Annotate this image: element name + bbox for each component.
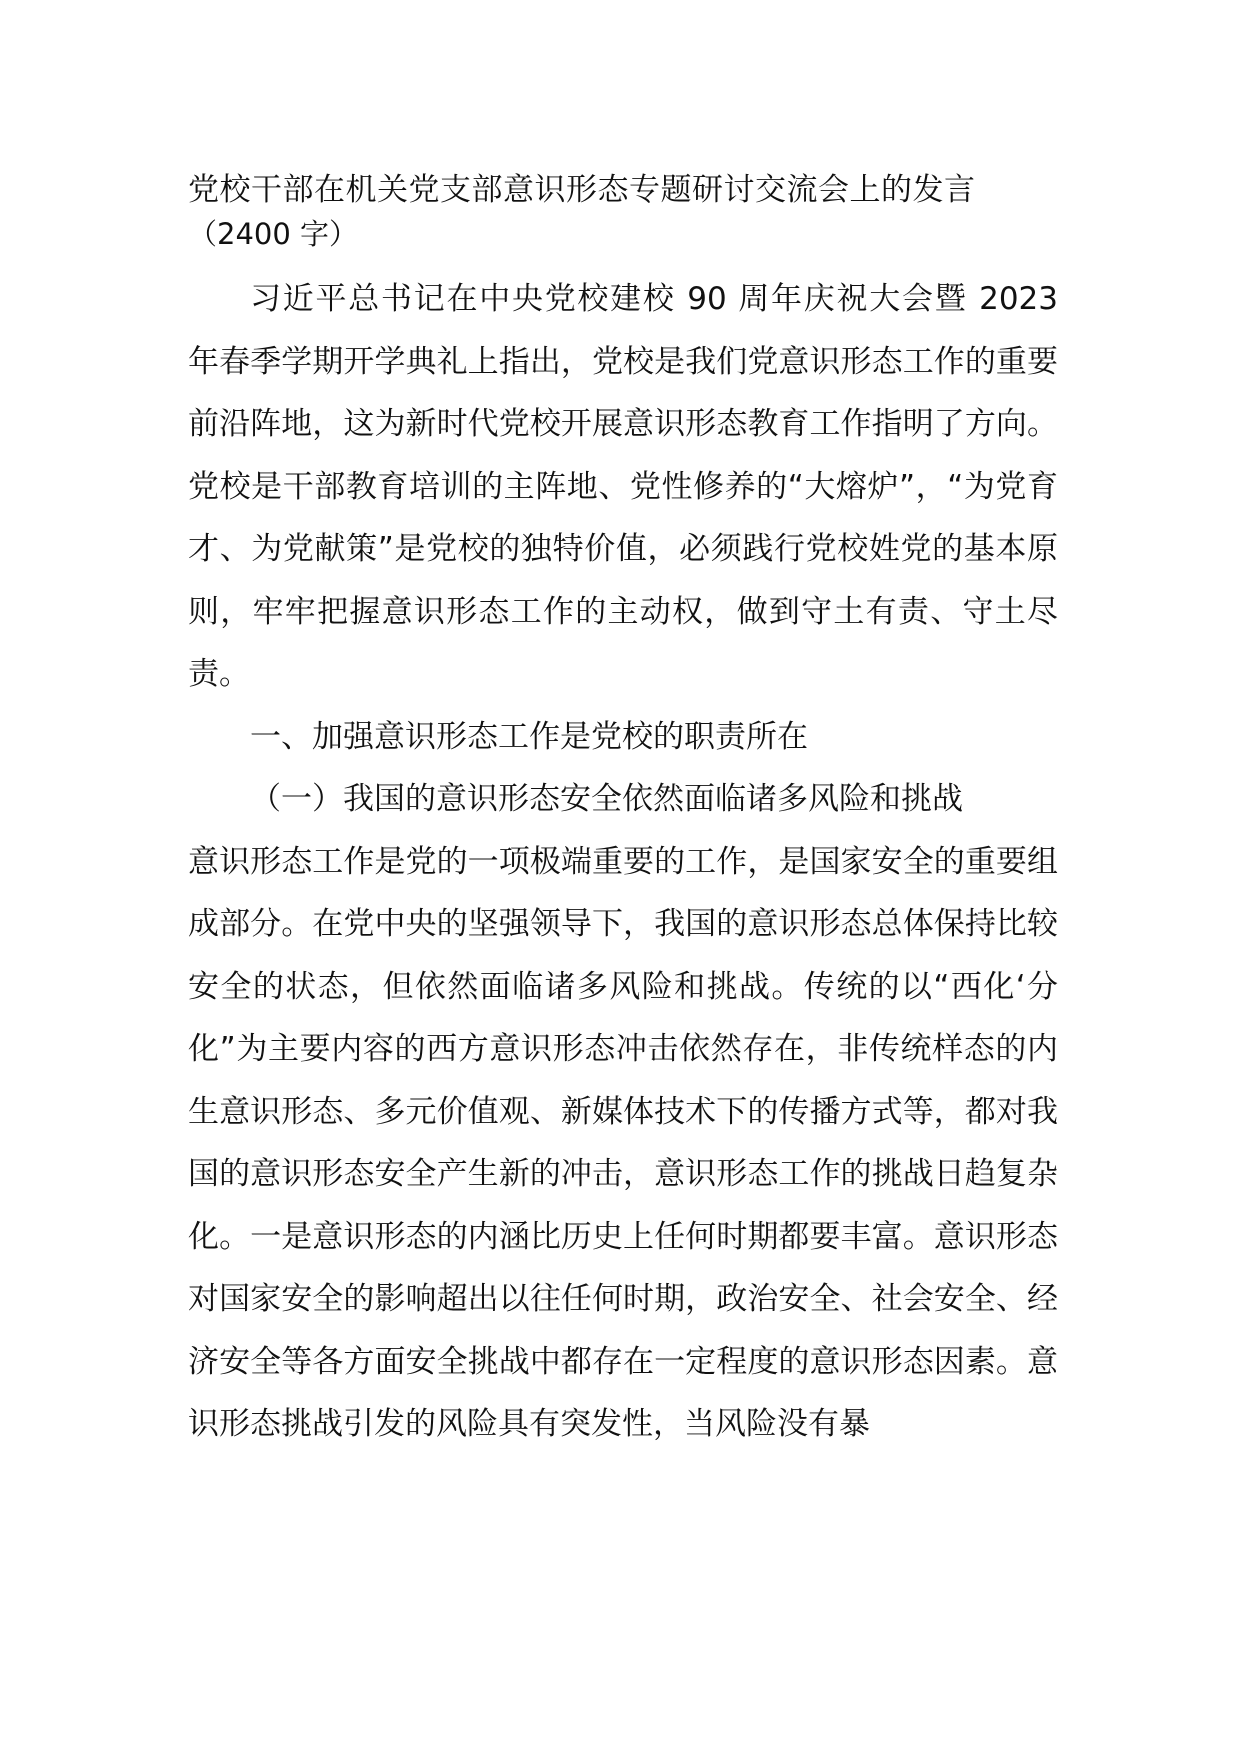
section-heading: 一、加强意识形态工作是党校的职责所在 bbox=[250, 718, 808, 755]
subsection-paragraph: 意识形态工作是党的一项极端重要的工作，是国家安全的重要组成部分。在党中央的坚强领导下，我国的意识形态总体保持比较安全的状态，但依然面临诸多风险和挑战。传统的以“西化‘分化”为主要内容的西方意识形态冲击依然存在，非传统样态的内生意识形态、多元价值观、新媒体技术下的传播方式等，都对我国的意识形态安全产生新的冲击，意识形态工作的挑战日趋复杂化。一是意识形态的内涵比历史上任何时期都要丰富。意识形态对国家安全的影响超出以往任何时期，政治安全、社会安全、经济安全等各方面安全挑战中都存在一定程度的意识形态因素。意识形态挑战引发的风险具有突发性，当风险没有暴 bbox=[188, 843, 1058, 1442]
intro-paragraph: 习近平总书记在中央党校建校 90 周年庆祝大会暨 2023 年春季学期开学典礼上指出，党校是我们党意识形态工作的重要前沿阵地，这为新时代党校开展意识形态教育工作指明了方向。党校是干部教育培训的主阵地、党性修养的“大熔炉”，“为党育才、为党献策”是党校的独特价值，必须践行党校姓党的基本原则，牢牢把握意识形态工作的主动权，做到守土有责、守土尽责。 bbox=[188, 281, 1058, 692]
document-title: 党校干部在机关党支部意识形态专题研讨交流会上的发言 bbox=[188, 172, 976, 208]
word-count: （2400 字） bbox=[188, 217, 359, 251]
subsection-heading: （一）我国的意识形态安全依然面临诸多风险和挑战 bbox=[250, 781, 963, 817]
document-body bbox=[188, 170, 1058, 1456]
